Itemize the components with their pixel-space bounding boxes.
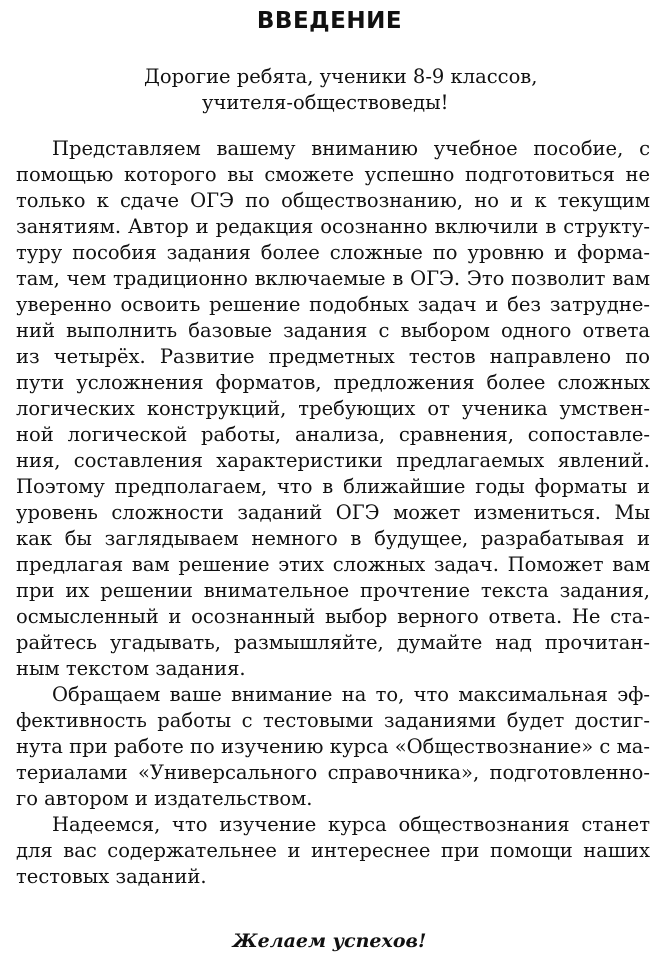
text-line: логических конструкций, требующих от ученика умствен-: [16, 397, 650, 420]
text-line: как бы заглядываем немного в будущее, разрабатывая и: [16, 527, 650, 550]
closing-wish: Желаем успехов!: [232, 930, 427, 952]
text-line: фективность работы с тестовыми заданиями будет достиг-: [16, 709, 650, 732]
text-line: для вас содержательнее и интереснее при помощи наших: [16, 839, 650, 862]
greeting-line-2: учителя-обществоведы!: [202, 91, 449, 114]
text-line: из четырёх. Развитие предметных тестов направлено по: [16, 345, 650, 368]
text-line: ний выполнить базовые задания с выбором одного ответа: [16, 319, 650, 342]
text-line: предлагая вам решение этих сложных задач. Поможет вам: [16, 553, 650, 576]
body-text: [16, 136, 650, 890]
text-line: Представляем вашему вниманию учебное пособие, с: [52, 137, 650, 160]
text-line: уровень сложности заданий ОГЭ может измениться. Мы: [16, 501, 650, 524]
text-line: териалами «Универсального справочника», подготовленно-: [16, 761, 650, 784]
text-line: помощью которого вы сможете успешно подготовиться не: [16, 163, 650, 186]
text-line: Обращаем ваше внимание на то, что максимальная эф-: [52, 683, 650, 706]
text-line: там, чем традиционно включаемые в ОГЭ. Это позволит вам: [16, 267, 650, 290]
text-line: Поэтому предполагаем, что в ближайшие годы форматы и: [16, 475, 650, 498]
text-line: уверенно освоить решение подобных задач и без затрудне-: [16, 293, 650, 316]
text-line: ной логической работы, анализа, сравнения, сопоставле-: [16, 423, 650, 446]
text-line: ния, составления характеристики предлагаемых явлений.: [16, 449, 650, 472]
text-line: го автором и издательством.: [16, 787, 313, 810]
page-title: ВВЕДЕНИЕ: [256, 8, 403, 34]
text-line: пути усложнения форматов, предложения более сложных: [16, 371, 650, 394]
text-line: Надеемся, что изучение курса обществознания станет: [52, 813, 650, 836]
text-line: райтесь угадывать, размышляйте, думайте над прочитан-: [16, 631, 650, 654]
text-line: ным текстом задания.: [16, 657, 246, 680]
text-line: при их решении внимательное прочтение текста задания,: [16, 579, 650, 602]
text-line: нута при работе по изучению курса «Обществознание» с ма-: [16, 735, 650, 758]
text-line: только к сдаче ОГЭ по обществознанию, но и к текущим: [16, 189, 650, 212]
greeting-line-1: Дорогие ребята, ученики 8-9 классов,: [144, 65, 538, 88]
text-line: занятиям. Автор и редакция осознанно включили в структу-: [16, 215, 650, 238]
text-line: тестовых заданий.: [16, 865, 207, 888]
text-line: осмысленный и осознанный выбор верного ответа. Не ста-: [16, 605, 650, 628]
text-line: туру пособия задания более сложные по уровню и форма-: [16, 241, 650, 264]
